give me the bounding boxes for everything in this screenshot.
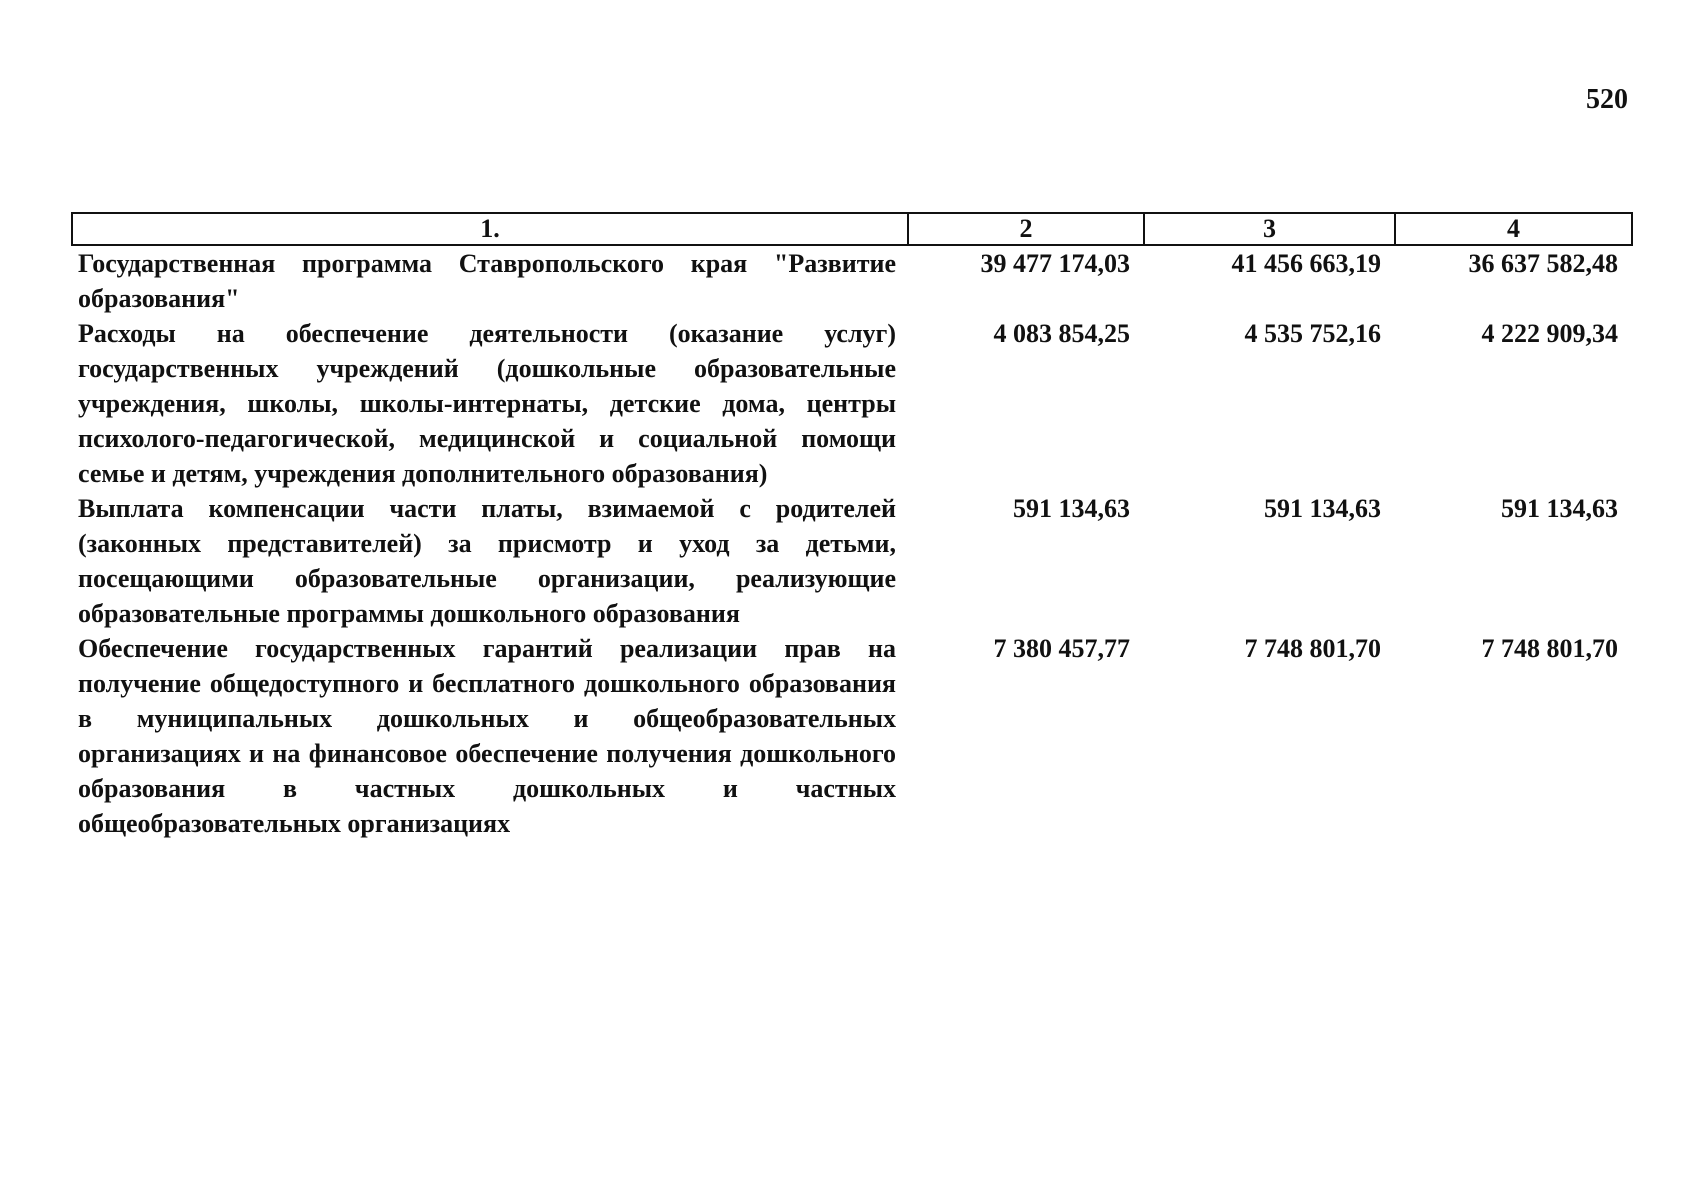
row-value-col2: 591 134,63 [1013,494,1130,523]
row-value-col2: 39 477 174,03 [980,249,1130,278]
table-row [72,316,1632,491]
row-value-col4: 36 637 582,48 [1468,249,1618,278]
column-header-4: 4 [1395,213,1632,245]
column-header-3: 3 [1144,213,1395,245]
row-value-col4: 591 134,63 [1501,494,1618,523]
table-row [72,491,1632,631]
row-description: Государственная программа Ставропольского края "Развитие образования" [78,249,896,313]
table-row [72,631,1632,841]
row-value-col2: 7 380 457,77 [993,634,1130,663]
row-description: Обеспечение государственных гарантий реализации прав на получение общедоступного и бесплатного дошкольного образования в муниципальных дошкольных и общеобразовательных организациях и на финансовое обеспечение получения дошкольного образования в частных дошкольных и частных общеобразовательных организациях [78,634,896,838]
row-value-col3: 4 535 752,16 [1244,319,1381,348]
budget-table [71,212,1633,841]
row-description: Расходы на обеспечение деятельности (оказание услуг) государственных учреждений (дошкольные образовательные учреждения, школы, школы-интернаты, детские дома, центры психолого-педагогической, медицинской и социальной помощи семье и детям, учреждения дополнительного образования) [78,319,896,488]
row-value-col3: 7 748 801,70 [1244,634,1381,663]
row-value-col4: 4 222 909,34 [1481,319,1618,348]
row-value-col3: 41 456 663,19 [1231,249,1381,278]
page-number: 520 [1586,84,1628,115]
row-value-col2: 4 083 854,25 [993,319,1130,348]
row-value-col3: 591 134,63 [1264,494,1381,523]
header-row [72,213,1632,245]
table-header [72,213,1632,245]
row-value-col4: 7 748 801,70 [1481,634,1618,663]
table-body [72,245,1632,841]
table-row [72,245,1632,316]
row-description: Выплата компенсации части платы, взимаемой с родителей (законных представителей) за присмотр и уход за детьми, посещающими образовательные организации, реализующие образовательные программы дошкольного образования [78,494,896,628]
column-header-1: 1. [72,213,908,245]
column-header-2: 2 [908,213,1144,245]
